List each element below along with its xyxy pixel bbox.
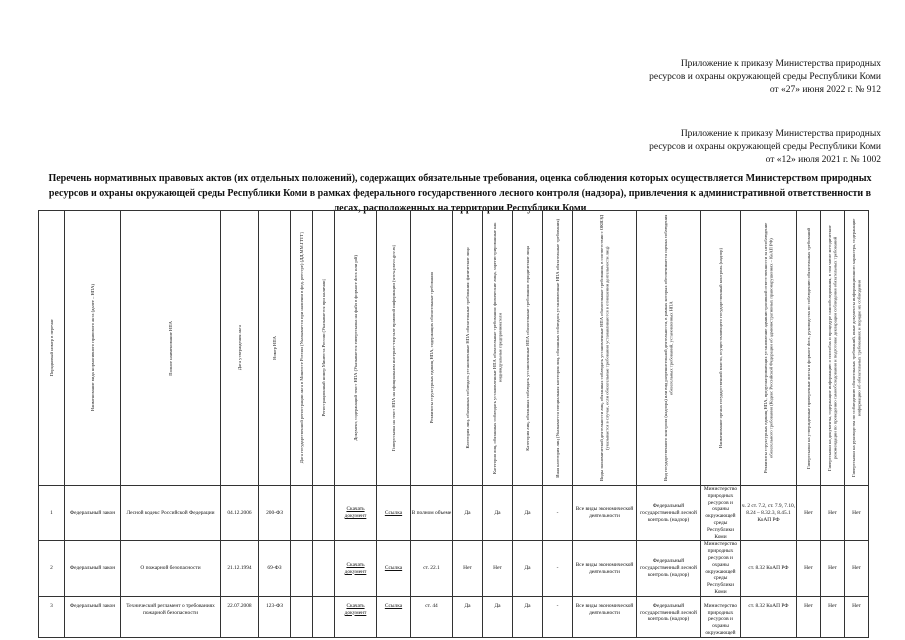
table-cell: Федеральный закон	[65, 596, 121, 637]
table-cell: 1	[39, 486, 65, 541]
npa-link[interactable]: Ссылка	[377, 541, 411, 596]
table-cell: Нет	[797, 486, 821, 541]
table-cell: Да	[513, 541, 543, 596]
table-cell: ст. 8.32 КоАП РФ	[741, 541, 797, 596]
table-cell	[313, 541, 335, 596]
table-cell: -	[543, 541, 573, 596]
table-cell: Да	[513, 596, 543, 637]
column-header-label: Вид государственного контроля (надзора) или вид разрешительной деятельности, в рамках которых обеспечивается оценка соблюдения обязательных требований, установленных НПА	[662, 214, 674, 482]
column-header	[411, 211, 453, 486]
header-line: от «12» июля 2021 г. № 1002	[765, 155, 881, 165]
column-header-label: Наименование органа государственной власти, осуществляющего государственный контроль (надзор)	[717, 247, 723, 449]
download-document-link[interactable]: Скачать документ	[335, 486, 377, 541]
column-header-label: Порядковый номер в перечне	[48, 319, 54, 377]
column-header-label: Категория лиц, обязанных соблюдать установленные НПА обязательные требования: физические лица	[464, 247, 470, 449]
table-row	[39, 486, 869, 541]
table-cell: Все виды экономической деятельности	[573, 486, 637, 541]
header-line: ресурсов и охраны окружающей среды Республики Коми	[649, 142, 881, 152]
table-cell: Министерство природных ресурсов и охраны окружающей среды Республики Коми	[701, 486, 741, 541]
table-cell: Федеральный закон	[65, 541, 121, 596]
table-row	[39, 596, 869, 637]
table-cell: Лесной кодекс Российской Федерации	[121, 486, 221, 541]
table-cell: Нет	[821, 541, 845, 596]
table-cell: Все виды экономической деятельности	[573, 541, 637, 596]
table-cell: В полном объеме	[411, 486, 453, 541]
column-header-label: Гиперссылки на утвержденные проверочные листы в формате docx, руководства по соблюдению обязательных требований	[805, 227, 811, 469]
column-header	[453, 211, 483, 486]
column-header	[221, 211, 259, 486]
column-header-label: Реквизиты структурных единиц НПА, содержащих обязательные требования	[428, 272, 434, 424]
column-header-label: Регистрационный номер Минюста России (Указывается при наличии)	[320, 279, 326, 417]
table-cell: ст. 22.1	[411, 541, 453, 596]
table-cell: Нет	[483, 541, 513, 596]
header-line: ресурсов и охраны окружающей среды Республики Коми	[649, 72, 881, 82]
column-header	[259, 211, 291, 486]
column-header-label: Реквизиты структурных единиц НПА, предусматривающих установление административной ответственности за несоблюдение обязательного требования (Кодекс Российской Федерации об административных правонарушениях – КоАП РФ)	[762, 222, 774, 474]
table-cell: -	[543, 486, 573, 541]
table-cell: Да	[483, 486, 513, 541]
table-cell	[313, 596, 335, 637]
order-header-2021	[649, 128, 881, 167]
table-cell: Все виды экономической деятельности	[573, 596, 637, 637]
table-cell: О пожарной безопасности	[121, 541, 221, 596]
order-header-2022	[649, 58, 881, 97]
column-header	[701, 211, 741, 486]
table-cell: Федеральный закон	[65, 486, 121, 541]
column-header-label: Номер НПА	[271, 336, 277, 360]
download-document-link[interactable]: Скачать документ	[335, 596, 377, 637]
column-header	[335, 211, 377, 486]
column-header	[291, 211, 313, 486]
table-cell	[291, 596, 313, 637]
requirements-table	[38, 210, 869, 638]
table-cell: Нет	[821, 486, 845, 541]
document-title: Перечень нормативных правовых актов (их отдельных положений), содержащих обязательные требования, оценка соблюдения которых осуществляется Министерством природных ресурсов и охраны окружающей среды Республики Коми в рамках федерального государственного лесного контроля (надзора), привлечения к административной ответственности в лесах, расположенных на территории Республики Коми	[48, 173, 872, 214]
column-header-label: Категория лиц, обязанных соблюдать установленные НПА обязательные требования: юридические лица	[524, 245, 530, 451]
table-cell: Федеральный государственный лесной контроль (надзор)	[637, 596, 701, 637]
table-cell: Нет	[845, 596, 869, 637]
column-header	[797, 211, 821, 486]
column-header-label: Гиперссылки на руководства по соблюдению обязательных требований, иные документы информационного характера, содержащие информацию об обязательных требованиях и порядке их соблюдения	[850, 218, 862, 478]
column-header	[313, 211, 335, 486]
table-cell	[291, 541, 313, 596]
table-cell: 22.07.2008	[221, 596, 259, 637]
npa-link[interactable]: Ссылка	[377, 596, 411, 637]
table-cell: 21.12.1994	[221, 541, 259, 596]
header-line: Приложение к приказу Министерства природных	[680, 59, 881, 69]
table-cell: ст. 8.32 КоАП РФ	[741, 596, 797, 637]
table-row	[39, 541, 869, 596]
column-header-label: Гиперссылки на документы, содержащие информацию о способах и процедуре самообследования, в том числе методические рекомендации по проведению самообследования и подготовке декларации соблюдения обязательных требований	[826, 225, 838, 471]
column-header-label: Наименование вида нормативного правового акта (далее – НПА)	[89, 284, 95, 412]
table-cell: Нет	[797, 541, 821, 596]
table-cell: Нет	[821, 596, 845, 637]
column-header	[65, 211, 121, 486]
table-cell: Федеральный государственный лесной контроль (надзор)	[637, 486, 701, 541]
table-cell: Министерство природных ресурсов и охраны окружающей	[701, 596, 741, 637]
table-cell: Технический регламент о требованиях пожарной безопасности	[121, 596, 221, 637]
column-header	[39, 211, 65, 486]
table-cell: 3	[39, 596, 65, 637]
column-header-label: Дата государственной регистрации акта в Минюсте России (Указывается при наличии в фед. реестре) (ДД.ММ.ГГГГ)	[298, 232, 304, 464]
table-cell: Федеральный государственный лесной контроль (надзор)	[637, 541, 701, 596]
column-header	[573, 211, 637, 486]
column-header	[513, 211, 543, 486]
table-cell: Да	[453, 486, 483, 541]
column-header-label: Полное наименование НПА	[167, 320, 173, 376]
table-cell: Да	[513, 486, 543, 541]
table-cell: 200-ФЗ	[259, 486, 291, 541]
column-header-label: Гиперссылка на текст НПА на официальном интернет-портале правовой информации (www.pravo.gov.ru)	[390, 244, 396, 452]
header-line: Приложение к приказу Министерства природных	[680, 129, 881, 139]
column-header	[821, 211, 845, 486]
column-header	[741, 211, 797, 486]
table-cell: Министерство природных ресурсов и охраны окружающей среды Республики Коми	[701, 541, 741, 596]
table-cell	[291, 486, 313, 541]
table-cell: 69-ФЗ	[259, 541, 291, 596]
header-line: от «27» июня 2022 г. № 912	[769, 85, 881, 95]
column-header	[543, 211, 573, 486]
npa-link[interactable]: Ссылка	[377, 486, 411, 541]
table-cell: ст. 44	[411, 596, 453, 637]
column-header-label: Документ, содержащий текст НПА (Указывается гиперссылка на файл в формате docx или pdf)	[352, 255, 358, 441]
table-cell: 123-ФЗ	[259, 596, 291, 637]
table-header-row	[39, 211, 869, 486]
column-header	[845, 211, 869, 486]
table-cell: ч. 2 ст. 7.2, ст. 7.9, 7.10, 8.24 – 8.32.3, 8.45.1 КоАП РФ	[741, 486, 797, 541]
table-cell: Нет	[453, 541, 483, 596]
column-header-label: Виды экономической деятельности лиц, обязанных соблюдать установленные НПА обязательные требования, в соответствии с ОКВЭД (указывается в случае, если обязательные требования устанавливаются в отношении деятельности лиц)	[598, 214, 610, 482]
table-cell: Нет	[845, 541, 869, 596]
table-cell: 04.12.2006	[221, 486, 259, 541]
table-cell: 2	[39, 541, 65, 596]
table-cell: Нет	[797, 596, 821, 637]
column-header-label: Иная категория лиц (Указывается специальная категория лиц, обязанных соблюдать установленные НПА обязательные требования)	[554, 218, 560, 478]
column-header-label: Дата утверждения акта	[236, 325, 242, 371]
table-cell: Нет	[845, 486, 869, 541]
column-header-label: Категория лиц, обязанных соблюдать установленные НПА обязательные требования: физические лица, зарегистрированные как индивидуальные предприниматели	[491, 222, 503, 474]
table-cell	[313, 486, 335, 541]
column-header	[483, 211, 513, 486]
column-header	[377, 211, 411, 486]
table-cell: Да	[453, 596, 483, 637]
download-document-link[interactable]: Скачать документ	[335, 541, 377, 596]
column-header	[121, 211, 221, 486]
column-header	[637, 211, 701, 486]
table-cell: -	[543, 596, 573, 637]
table-cell: Да	[483, 596, 513, 637]
